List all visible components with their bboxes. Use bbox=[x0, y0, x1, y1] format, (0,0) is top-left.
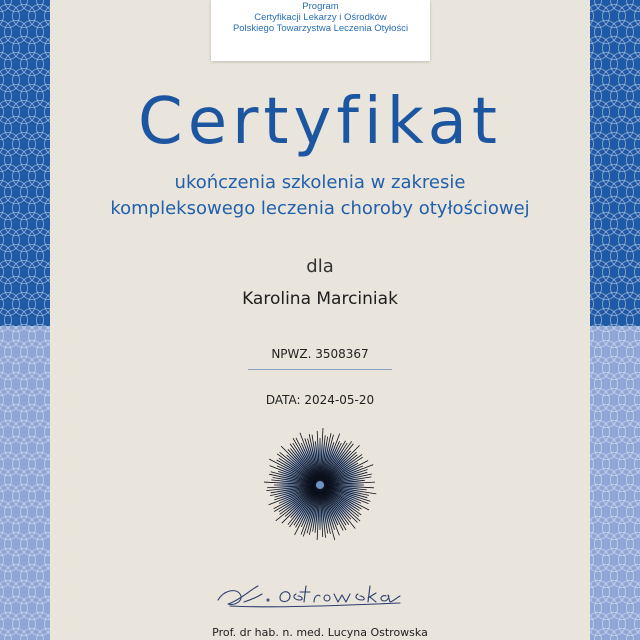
header-line-society: Polskiego Towarzystwa Leczenia Otyłości bbox=[232, 23, 409, 34]
handwritten-signature bbox=[210, 576, 410, 612]
certificate-date: DATA: 2024-05-20 bbox=[265, 393, 375, 407]
npwz-underline bbox=[248, 369, 392, 370]
header-line-certification: Certyfikacji Lekarzy i Ośrodków bbox=[254, 12, 387, 23]
subtitle-line-2: kompleksowego leczenia choroby otyłościowej bbox=[110, 198, 530, 219]
program-header bbox=[211, 0, 430, 61]
signer-name: Prof. dr hab. n. med. Lucyna Ostrowska bbox=[212, 626, 428, 639]
recipient-name: Karolina Marciniak bbox=[242, 289, 398, 309]
for-label: dla bbox=[306, 256, 334, 277]
starburst-emblem-icon bbox=[260, 425, 380, 545]
subtitle-line-1: ukończenia szkolenia w zakresie bbox=[174, 172, 466, 193]
certificate-title: Certyfikat bbox=[138, 85, 502, 159]
header-line-program: Program bbox=[302, 1, 339, 12]
npwz-number: NPWZ. 3508367 bbox=[271, 347, 369, 361]
